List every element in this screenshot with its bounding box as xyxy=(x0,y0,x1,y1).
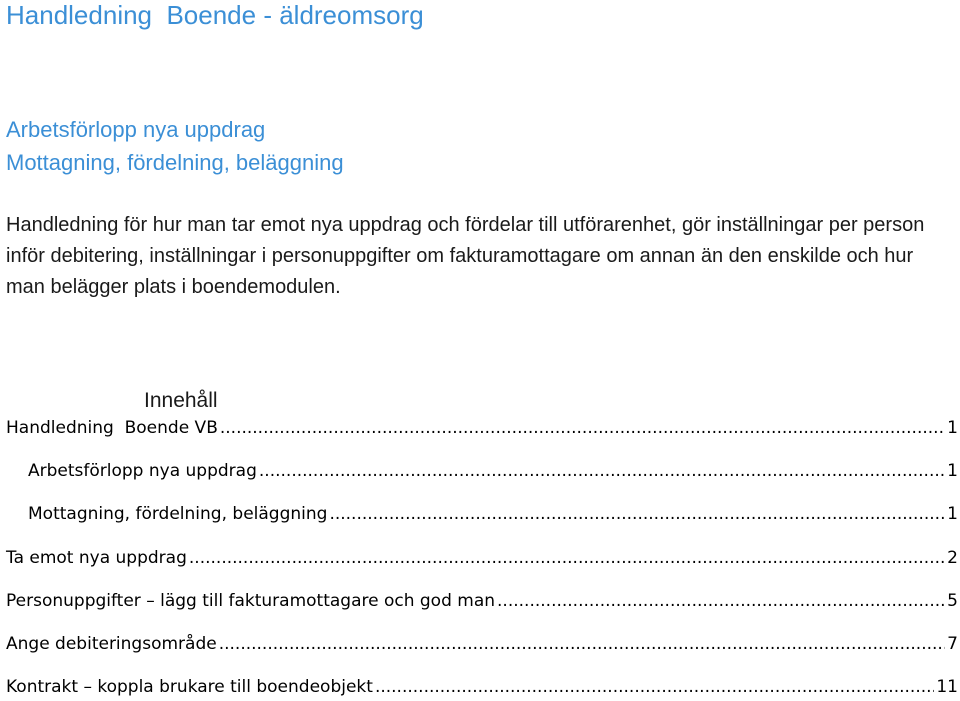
toc-entry-page: 5 xyxy=(947,591,958,611)
toc-entry-kontrakt[interactable] xyxy=(6,675,958,699)
toc-leader-dots xyxy=(259,459,945,483)
toc-entry-page: 1 xyxy=(947,418,958,438)
toc-entry-ta-emot[interactable] xyxy=(6,546,958,570)
toc-entry-page: 1 xyxy=(947,461,958,481)
subheading-reception: Mottagning, fördelning, beläggning xyxy=(6,150,344,175)
toc-entry-page: 2 xyxy=(947,548,958,568)
toc-entry-debiteringsomrade[interactable] xyxy=(6,632,958,656)
toc-leader-dots xyxy=(220,416,945,440)
toc-entry-page: 1 xyxy=(947,504,958,524)
toc-leader-dots xyxy=(497,589,945,613)
toc-leader-dots xyxy=(329,502,945,526)
toc-heading: Innehåll xyxy=(144,389,218,412)
toc-entry-label: Arbetsförlopp nya uppdrag xyxy=(28,461,257,481)
document-title: Handledning Boende - äldreomsorg xyxy=(6,0,424,30)
toc-entry-personuppgifter[interactable] xyxy=(6,589,958,613)
toc-entry-label: Handledning Boende VB xyxy=(6,418,218,438)
toc-entry-label: Mottagning, fördelning, beläggning xyxy=(28,504,328,524)
toc-entry-label: Ta emot nya uppdrag xyxy=(6,548,187,568)
toc-entry-mottagning[interactable] xyxy=(28,502,958,526)
toc-entry-label: Personuppgifter – lägg till fakturamottagare och god man xyxy=(6,591,496,611)
toc-leader-dots xyxy=(189,546,945,570)
toc-entry-label: Ange debiteringsområde xyxy=(6,634,217,654)
toc-entry-label: Kontrakt – koppla brukare till boendeobjekt xyxy=(6,677,373,697)
toc-entry-page: 7 xyxy=(947,634,958,654)
intro-paragraph: Handledning för hur man tar emot nya uppdrag och fördelar till utförarenhet, gör inställningar per person inför debitering, inställningar i personuppgifter om fakturamottagare om annan än den enskilde och hur man belägger plats i boendemodulen. xyxy=(6,214,925,298)
toc-entry-handledning-boende-vb[interactable] xyxy=(6,416,958,440)
toc-entry-arbetsforlopp[interactable] xyxy=(28,459,958,483)
toc-leader-dots xyxy=(375,675,934,699)
toc-leader-dots xyxy=(219,632,945,656)
toc-entry-page: 11 xyxy=(936,677,958,697)
subheading-workflow: Arbetsförlopp nya uppdrag xyxy=(6,117,266,142)
